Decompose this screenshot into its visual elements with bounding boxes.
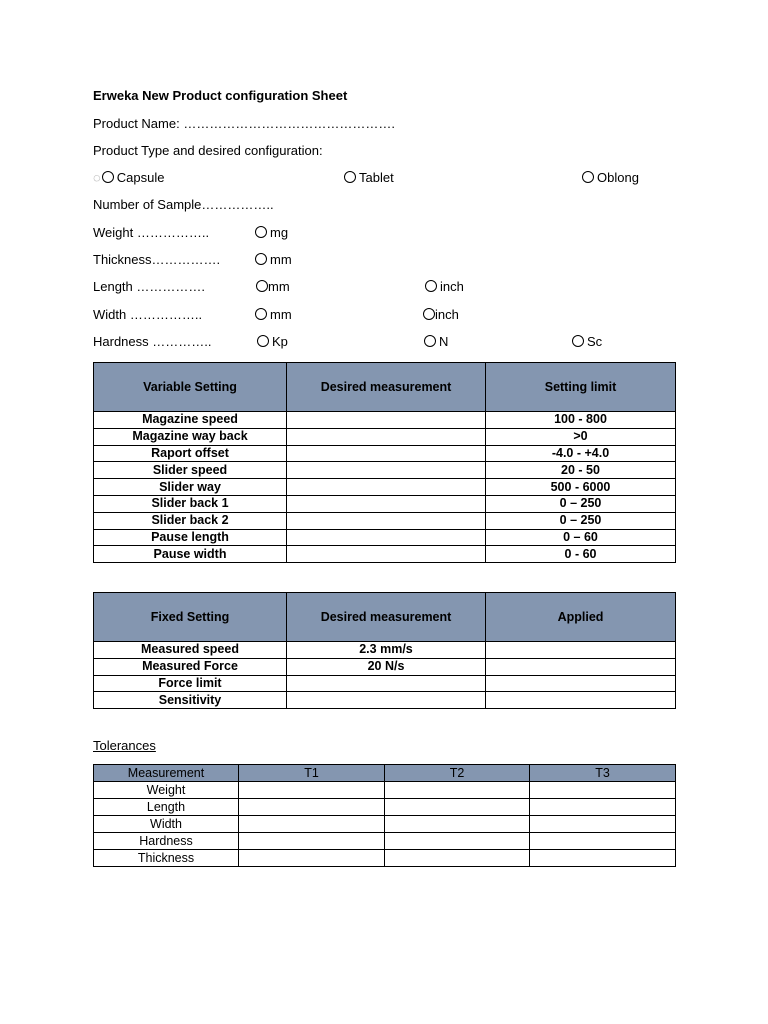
cell-setting: Slider back 2 — [94, 512, 287, 529]
width-option-mm[interactable]: mm — [255, 307, 292, 323]
document-page — [93, 0, 675, 1024]
header-t2: T2 — [385, 765, 530, 782]
cell-t1[interactable] — [239, 833, 385, 850]
cell-limit: 100 - 800 — [486, 412, 676, 429]
cell-desired[interactable] — [287, 428, 486, 445]
radio-icon — [572, 335, 584, 347]
weight-label: Weight …………….. — [93, 225, 210, 240]
sheet-title: Erweka New Product configuration Sheet — [93, 88, 348, 103]
cell-setting: Magazine speed — [94, 412, 287, 429]
cell-t2[interactable] — [385, 816, 530, 833]
option-capsule[interactable]: ◌ Capsule — [93, 170, 165, 185]
cell-limit: >0 — [486, 428, 676, 445]
radio-icon — [255, 253, 267, 265]
tolerance-table — [93, 764, 676, 867]
length-option-mm[interactable]: mm — [256, 279, 290, 295]
hardness-option-sc[interactable]: Sc — [572, 334, 602, 350]
table-row — [94, 816, 676, 833]
cell-limit: -4.0 - +4.0 — [486, 445, 676, 462]
cell-setting: Slider way — [94, 479, 287, 496]
radio-icon — [424, 335, 436, 347]
cell-t3[interactable] — [530, 816, 676, 833]
variable-setting-table — [93, 362, 676, 563]
number-of-sample-label: Number of Sample…………….. — [93, 197, 274, 212]
cell-t3[interactable] — [530, 799, 676, 816]
cell-measurement: Thickness — [94, 850, 239, 867]
cell-setting: Force limit — [94, 675, 287, 692]
cell-limit: 0 – 250 — [486, 495, 676, 512]
cell-measurement: Length — [94, 799, 239, 816]
table-row — [94, 799, 676, 816]
cell-desired[interactable] — [287, 479, 486, 496]
cell-desired[interactable] — [287, 512, 486, 529]
radio-icon — [344, 171, 356, 183]
tolerances-heading: Tolerances — [93, 738, 156, 753]
table-row — [94, 675, 676, 692]
cell-setting: Measured Force — [94, 658, 287, 675]
table-row — [94, 782, 676, 799]
cell-desired[interactable] — [287, 495, 486, 512]
table-row — [94, 428, 676, 445]
width-option-inch[interactable]: inch — [423, 307, 459, 323]
table-header-row — [94, 593, 676, 642]
cell-t2[interactable] — [385, 782, 530, 799]
radio-icon — [255, 308, 267, 320]
cell-desired[interactable] — [287, 546, 486, 563]
hardness-option-kp[interactable]: Kp — [257, 334, 288, 350]
header-fixed-setting: Fixed Setting — [94, 593, 287, 642]
table-row — [94, 445, 676, 462]
cell-limit: 0 – 60 — [486, 529, 676, 546]
cell-t2[interactable] — [385, 833, 530, 850]
cell-desired[interactable] — [287, 675, 486, 692]
header-applied: Applied — [486, 593, 676, 642]
table-row — [94, 692, 676, 709]
cell-measurement: Weight — [94, 782, 239, 799]
cell-setting: Measured speed — [94, 642, 287, 659]
cell-applied[interactable] — [486, 692, 676, 709]
cell-desired[interactable] — [287, 412, 486, 429]
table-row — [94, 479, 676, 496]
cell-setting: Pause width — [94, 546, 287, 563]
hardness-label: Hardness ………….. — [93, 334, 212, 349]
table-row — [94, 529, 676, 546]
weight-option-mg[interactable]: mg — [255, 225, 288, 241]
cell-t2[interactable] — [385, 799, 530, 816]
cell-applied[interactable] — [486, 658, 676, 675]
radio-icon — [257, 335, 269, 347]
cell-t3[interactable] — [530, 782, 676, 799]
header-desired-measurement: Desired measurement — [287, 363, 486, 412]
table-row — [94, 642, 676, 659]
thickness-label: Thickness……………. — [93, 252, 221, 267]
cell-desired[interactable] — [287, 692, 486, 709]
cell-limit: 0 – 250 — [486, 512, 676, 529]
cell-t1[interactable] — [239, 850, 385, 867]
table-row — [94, 512, 676, 529]
thickness-option-mm[interactable]: mm — [255, 252, 292, 268]
cell-desired[interactable] — [287, 529, 486, 546]
header-t1: T1 — [239, 765, 385, 782]
small-circle-icon: ◌ — [93, 170, 101, 185]
cell-setting: Magazine way back — [94, 428, 287, 445]
cell-desired[interactable] — [287, 445, 486, 462]
cell-t3[interactable] — [530, 850, 676, 867]
table-header-row — [94, 765, 676, 782]
cell-t1[interactable] — [239, 816, 385, 833]
cell-applied[interactable] — [486, 675, 676, 692]
option-tablet[interactable]: Tablet — [344, 170, 394, 186]
hardness-option-n[interactable]: N — [424, 334, 448, 350]
cell-setting: Slider back 1 — [94, 495, 287, 512]
table-header-row — [94, 363, 676, 412]
cell-desired: 2.3 mm/s — [287, 642, 486, 659]
radio-icon — [255, 226, 267, 238]
cell-t1[interactable] — [239, 782, 385, 799]
cell-setting: Pause length — [94, 529, 287, 546]
cell-measurement: Width — [94, 816, 239, 833]
cell-desired: 20 N/s — [287, 658, 486, 675]
cell-t3[interactable] — [530, 833, 676, 850]
product-name-field: Product Name: …………………………………………. — [93, 116, 395, 131]
header-setting-limit: Setting limit — [486, 363, 676, 412]
cell-t2[interactable] — [385, 850, 530, 867]
table-row — [94, 833, 676, 850]
cell-limit: 500 - 6000 — [486, 479, 676, 496]
header-measurement: Measurement — [94, 765, 239, 782]
option-oblong[interactable]: Oblong — [582, 170, 639, 186]
table-row — [94, 546, 676, 563]
radio-icon — [102, 171, 114, 183]
radio-icon — [582, 171, 594, 183]
cell-t1[interactable] — [239, 799, 385, 816]
cell-setting: Slider speed — [94, 462, 287, 479]
cell-limit: 20 - 50 — [486, 462, 676, 479]
table-row — [94, 462, 676, 479]
table-row — [94, 495, 676, 512]
cell-desired[interactable] — [287, 462, 486, 479]
radio-icon — [256, 280, 268, 292]
cell-applied[interactable] — [486, 642, 676, 659]
table-row — [94, 412, 676, 429]
cell-limit: 0 - 60 — [486, 546, 676, 563]
header-t3: T3 — [530, 765, 676, 782]
radio-icon — [425, 280, 437, 292]
width-label: Width …………….. — [93, 307, 203, 322]
fixed-setting-table — [93, 592, 676, 709]
radio-icon — [423, 308, 435, 320]
table-row — [94, 850, 676, 867]
header-desired-measurement: Desired measurement — [287, 593, 486, 642]
cell-setting: Raport offset — [94, 445, 287, 462]
cell-measurement: Hardness — [94, 833, 239, 850]
product-type-label: Product Type and desired configuration: — [93, 143, 323, 158]
length-option-inch[interactable]: inch — [425, 279, 464, 295]
length-label: Length ……………. — [93, 279, 205, 294]
header-variable-setting: Variable Setting — [94, 363, 287, 412]
table-row — [94, 658, 676, 675]
cell-setting: Sensitivity — [94, 692, 287, 709]
